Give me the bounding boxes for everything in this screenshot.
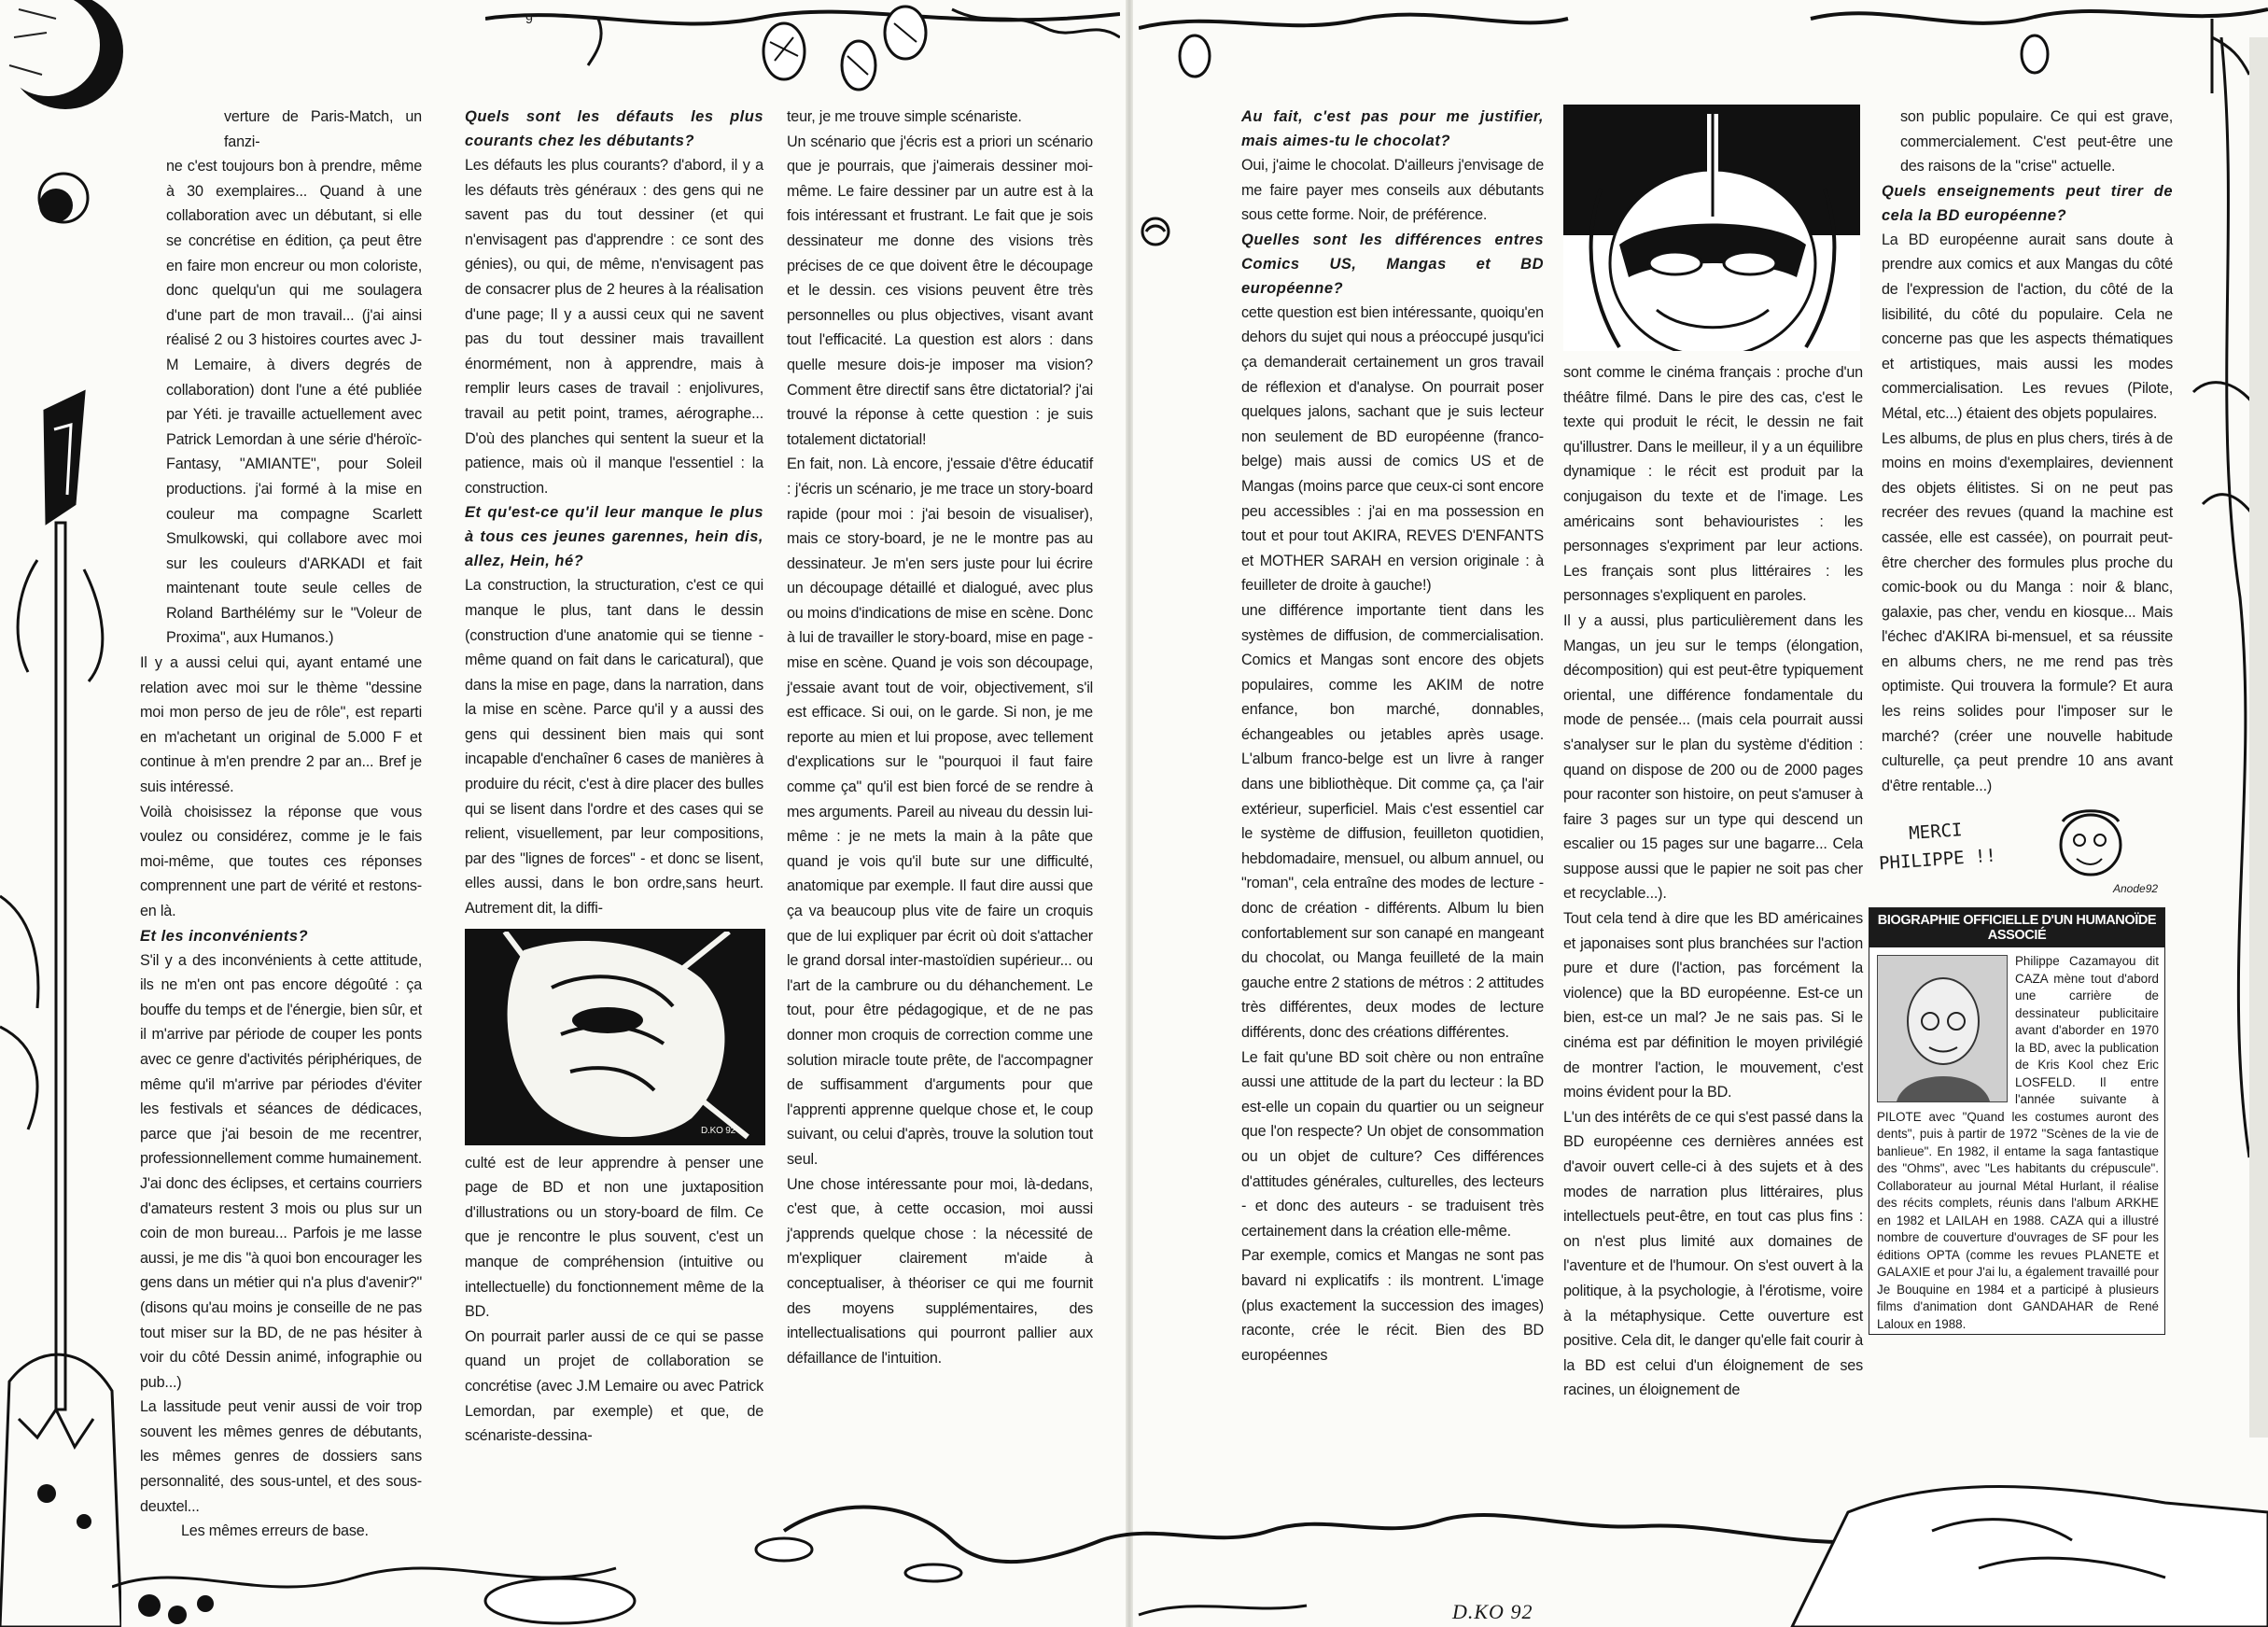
article-column-3: [787, 105, 1093, 1370]
article-column-2: [465, 105, 763, 1449]
paragraph: Tout cela tend à dire que les BD américaines et japonaises sont plus branchées sur l'action pure et dure (l'action, pas forcément la violence) que la BD européenne. Est-ce un bien, est-ce un mal? Je ne sais pas. Si le cinéma est par définition le moyen privilégié de montrer l'action, le mouvement, c'est moins évident pour la BD.: [1563, 910, 1863, 1101]
biography-title: BIOGRAPHIE OFFICIELLE D'UN HUMANOÏDE ASSOCIÉ: [1869, 908, 2164, 947]
page-gutter: [1126, 0, 1133, 1627]
section-question: Et qu'est-ce qu'il leur manque le plus à tous ces jeunes garennes, hein dis, allez, Hein, hé?: [465, 504, 763, 570]
paragraph: Les mêmes erreurs de base.: [181, 1522, 369, 1540]
merci-line: MERCI: [1908, 820, 1964, 845]
paragraph: Il y a aussi celui qui, ayant entamé une relation avec moi sur le thème "dessine moi mon perso de jeu de rôle", est reparti en m'achetant un original de 5.000 F et continue à m'en prendre 2 par an... Bref je suis intéressé.: [140, 654, 422, 796]
right-border-decoration-icon: [2184, 37, 2268, 1438]
paragraph: une différence importante tient dans les systèmes de diffusion, de commercialisation. Comics et Mangas sont encore des objets populaires, comme les AKIM de notre enfance, bon marché, donnables, échangeables ou jetables après usage. L'album franco-belge est un livre à ranger dans une bibliothèque. Dit comme ça, ça l'air extérieur, superficiel. Mais c'est essentiel car le système de diffusion, feuilleton quotidien, hebdomadaire, mensuel, ou album annuel, ou "roman", cela entraîne des modes de lecture - donc de création - différents. Album lu bien confortablement sur son canapé en mangeant du chocolat, ou Manga feuilleté de la main gauche entre 2 stations de métros : 2 attitudes très différentes, deux modes de lecture différents, donc des créations différentes.: [1241, 601, 1544, 1041]
paragraph: Il y a aussi, plus particulièrement dans les Mangas, un jeu sur le temps (élongation, décomposition) qui est peut-être typiquement oriental, une différence fondamentale du mode de pensée... (mais cela pourrait aussi s'analyser sur le plan du système d'édition : quand on dispose de 200 ou de 2000 pages pour raconter son histoire, on peut s'amuser à faire 3 pages sur un type qui descend un escalier ou 15 pages sur une bagarre... Cela suppose aussi que le papier ne soit pas cher et recyclable...).: [1563, 611, 1863, 903]
paragraph: La lassitude peut venir aussi de voir trop souvent les mêmes genres de débutants, les mêmes genres de dossiers sans personnalité, des sous-untel, et des sous-deuxtel...: [140, 1398, 422, 1515]
paragraph: ne c'est toujours bon à prendre, même à 30 exemplaires... Quand à une collaboration avec un débutant, si elle se concrétise en édition, ça peut être en faire mon encreur ou mon coloriste, donc quelqu'un qui me soulagera d'une part de mon travail... (j'ai ainsi réalisé 2 ou 3 histoires courtes avec J-M Lemaire, à divers degrés de collaboration) dont l'une a été publiée par Yéti. je travaille actuellement avec Patrick Lemordan à une série d'héroïc-Fantasy, "AMIANTE", pour Soleil productions. j'ai formé à la mise en couleur ma compagne Scarlett Smulkowski, qui collabore avec moi sur les couleurs d'ARKADI et fait maintenant toute seule celles de Roland Barthélémy sur le "Voleur de Proxima", aux Humanos.): [166, 158, 422, 647]
article-column-5: [1563, 360, 1863, 1403]
article-column-1: [140, 105, 422, 1544]
section-question: Quelles sont les différences entres Comics US, Mangas et BD européenne?: [1241, 231, 1544, 297]
paragraph: Les albums, de plus en plus chers, tirés à de moins en moins d'exemplaires, deviennent des objets élitistes. Si on ne peut pas recréer des revues (quand la machine est cassée, elle est cassée), on pourrait peut-être chercher des formules plus proche du comic-book ou du Manga : noir & blanc, galaxie, pas cher, vendu en kiosque... Mais l'échec d'AKIRA bi-mensuel, et sa réussite en albums chers, ne me rend pas très optimiste. Qui trouvera la formule? Et aura les reins solides pour l'imposer sur le marché? (créer une nouvelle habitude culturelle, ça peut prendre 10 ans avant d'être rentable...): [1882, 429, 2173, 794]
author-photo: [1877, 955, 2008, 1102]
merci-line: PHILIPPE !!: [1878, 845, 1997, 875]
paragraph: L'un des intérêts de ce qui s'est passé dans la BD européenne ces dernières années est d'avoir ouvert celle-ci à des sujets et à des modes de narration plus littéraires, plus intellectuels peut-être, en tout cas plus fins : on n'est plus limité aux domaines de l'aventure et de l'humour. On s'est ouvert à la politique, à la psychologie, à l'érotisme, voire à la métaphysique. Cette ouverture est positive. Cela dit, le danger qu'elle fait courir à la BD est celui d'un éloignement de ses racines, un éloignement de: [1563, 1108, 1863, 1399]
paragraph: Un scénario que j'écris est a priori un scénario que je pourrais, que j'aimerais dessiner moi-même. Le faire dessiner par un autre est à la fois intéressant et frustrant. Le fait que je sois dessinateur me donne des visions très précises de ce que doivent être le découpage et le dessin. ces visions peuvent être très personnelles ou plus objectives, visant avant tout l'efficacité. La question est alors : dans quelle mesure dois-je imposer ma vision? Comment être directif sans être dictatorial? j'ai trouvé la réponse à cette question : je suis totalement dictatorial!: [787, 133, 1093, 448]
artist-signature: D.KO 92: [1452, 1600, 1533, 1623]
paragraph: En fait, non. Là encore, j'essaie d'être éducatif : j'écris un scénario, je me trace un story-board rapide (pour moi : j'ai besoin de visualiser), mais ce story-board, je ne le montre pas au dessinateur. Je m'en sers juste pour lui écrire un découpage détaillé et dialogué, avec plus ou moins d'indications de mise en scène. Donc à lui de travailler le story-board, mise en page - mise en scène. Quand je vois son découpage, j'essaie avant tout de voir, objectivement, s'il est efficace. Si oui, on le garde. Si non, je me reporte au mien et lui propose, avec tellement d'explications sur le "pourquoi il faut faire comme ça" qu'il est bien forcé de se rendre à mes arguments. Pareil au niveau du dessin lui-même : je ne mets la main à la pâte que quand je vois qu'il bute sur une difficulté, anatomique par exemple. Il faut dire aussi que ça va beaucoup plus vite de faire un croquis que de lui expliquer par écrit où doit s'attacher le grand dorsal inter-mastoïdien supérieur... ou l'art de la cambrure ou du déhanchement. Le tout, pour être pédagogique, et de ne pas donner mon croquis de correction comme une solution miracle toute prête, de l'accompagner de suffisamment d'arguments pour que l'apprenti apprenne quelque chose et, le coup suivant, ou celui d'après, trouve la solution tout seul.: [787, 456, 1093, 1168]
paragraph: Voilà choisissez la réponse que vous voulez ou considérez, comme je le fais moi-même, que toutes ces réponses comprennent une part de vérité et restons-en là.: [140, 803, 422, 919]
paragraph: son public populaire. Ce qui est grave, commercialement. C'est peut-être une des raisons de la "crise" actuelle.: [1900, 108, 2173, 175]
paragraph: culté est de leur apprendre à penser une page de BD et non une juxtaposition d'illustrations ou un story-board de film. Ce que je rencontre le plus souvent, c'est un manque de compréhension (intuitive ou intellectuelle) du fonctionnement même de la BD.: [465, 1154, 763, 1321]
biography-text: Philippe Cazamayou dit CAZA mène tout d'abord une carrière de dessinateur publicitaire avant d'aborder en 1970 la BD, avec la publication de Kris Kool chez Eric LOSFELD. Il entre l'année suivante à PILOTE avec "Quand les costumes auront des dents", puis à partir de 1972 "Scènes de la vie de banlieue". En 1982, il entame la saga fantastique des "Ohms", avec "Les habitants du crépuscule". Collaborateur au journal Métal Hurlant, il réalise des récits complets, réunis dans l'album ARKHE en 1982 et LAILAH en 1988. CAZA qui a illustré nombre de couverture d'ouvrages de SF pour les éditions OPTA (comme les revues PLANETE et GALAXIE et pour J'ai lu, a également travaillé pour Je Bouquine en 1984 et a participé à plusieurs films d'animation dont GANDAHAR de René Laloux en 1988.: [1877, 954, 2159, 1331]
merci-doodle: [1876, 814, 1997, 878]
paragraph: cette question est bien intéressante, quoiqu'en dehors du sujet qui nous a préoccupé jusqu'ici ça demanderait certainement un gros travail de réflexion et d'analyse. On pourrait poser quelques jalons, sachant que je suis lecteur non seulement de BD européenne (franco-belge) mais aussi de comics US et de Mangas (moins parce que ceux-ci sont encore peu accessibles : j'ai en ma possession en tout et pour tout AKIRA, REVES D'ENFANTS et MOTHER SARAH en version originale : à feuilleter de droite à gauche!): [1241, 303, 1544, 595]
paragraph: La BD européenne aurait sans doute à prendre aux comics et aux Mangas du côté de l'expression de l'action, du côté de la lisibilité, du côté du populaire. Cela ne concerne pas que les aspects thématiques et artistiques, mais aussi les modes commercialisation. Les revues (Pilote, Métal, etc...) étaient des objets populaires.: [1882, 231, 2173, 422]
article-column-6: [1882, 105, 2173, 798]
page-number: 9: [525, 11, 533, 26]
illustration-hands-face: [465, 929, 765, 1145]
biography-body: [1869, 947, 2164, 1337]
paragraph: verture de Paris-Match, un fanzi-: [224, 108, 422, 150]
section-question: Quels enseignements peut tirer de cela la BD européenne?: [1882, 182, 2173, 224]
paragraph: teur, je me trouve simple scénariste.: [787, 108, 1022, 125]
paragraph: Une chose intéressante pour moi, là-dedans, c'est que, à cette occasion, moi aussi j'apprends quelque chose : la nécessité de m'expliquer clairement m'aide à conceptualiser, à théoriser ce qui me fournit des moyens supplémentaires, des intellectualisations qui pourront pallier aux défaillance de l'intuition.: [787, 1175, 1093, 1367]
paragraph: On pourrait parler aussi de ce qui se passe quand un projet de collaboration se concrétise (avec J.M Lemaire ou avec Patrick Lemordan, par exemple) et que, de scénariste-dessina-: [465, 1327, 763, 1445]
article-column-4: [1241, 105, 1544, 1368]
section-question: Et les inconvénients?: [140, 927, 309, 945]
decorative-moon-icon: [0, 0, 140, 243]
paragraph: La construction, la structuration, c'est ce qui manque le plus, tant dans le dessin (construction d'une anatomie qui se tienne - même quand on fait dans le caricatural), que dans la mise en page, dans la narration, dans la mise en scène. Parce qu'il y a aussi des gens qui dessinent bien mais qui sont incapable d'enchaîner 6 cases de manières à produire du récit, c'est à dire placer des bulles qui se lisent dans l'ordre et des cases qui se relient, visuellement, par leur compositions, par des "lignes de forces" - et donc se lisent, elles aussi, dans le bon ordre,sans heurt. Autrement dit, la diffi-: [465, 577, 763, 918]
biography-box: [1869, 907, 2165, 1335]
paragraph: sont comme le cinéma français : proche d'un théâtre filmé. Dans le pire des cas, c'est le texte qui produit le récit, le dessin ne fait qu'illustrer. Dans le meilleur, il y a un équilibre dynamique : le récit est produit par la conjugaison du texte et de l'image. Les américains sont behaviouristes : les personnages s'expriment par leur actions. Les français sont plus littéraires : les personnages s'expliquent en paroles.: [1563, 364, 1863, 605]
spear-illustration-icon: [0, 373, 121, 1627]
illustration-masked-warrior: [1563, 105, 1860, 351]
paragraph: Oui, j'aime le chocolat. D'ailleurs j'envisage de me faire payer mes conseils aux débutants sous cette forme. Noir, de préférence.: [1241, 157, 1544, 224]
svg-text:D.KO 92: D.KO 92: [701, 1125, 735, 1136]
vine-decoration-icon: [485, 0, 1120, 103]
paragraph: Le fait qu'une BD soit chère ou non entraîne aussi une attitude de la part du lecteur : la BD est-elle un copain du quartier ou un seigneur que l'on respecte? Un objet de consommation ou un objet de culture? Ces différences d'attitudes générales, culturelles, des lecteurs - et donc des auteurs - se traduisent très certainement dans la création elle-même.: [1241, 1048, 1544, 1240]
paragraph: Par exemple, comics et Mangas ne sont pas bavard ni explicatifs : ils montrent. L'image (plus exactement la succession des images) raconte, crée le récit. Bien des BD européennes: [1241, 1247, 1544, 1364]
paragraph: Les défauts les plus courants? d'abord, il y a les défauts très généraux : des gens qui ne savent pas du tout dessiner (et qui n'envisagent pas d'apprendre : ce sont des génies), ou qui, de même, n'envisagent pas de consacrer plus de 2 heures à la réalisation d'une page; Il y a aussi ceux qui ne savent pas du tout dessiner mais travaillent énormément, non à apprendre, mais à remplir leurs cases de travail : enjolivures, travail au petit point, trames, aérographe... D'où des planches qui sentent la sueur et la patience, mais où il manque l'essentiel : la construction.: [465, 157, 763, 497]
section-question: Au fait, c'est pas pour me justifier, mais aimes-tu le chocolat?: [1241, 108, 1544, 149]
paragraph: S'il y a des inconvénients à cette attitude, ils ne m'en ont pas encore dégoûté : ça bouffe du temps et de l'énergie, bien sûr, et il m'arrive par période de couper les ponts avec ce genre d'activités périphériques, de même qu'il m'arrive par périodes d'éviter les festivals et séances de dédicaces, parce que j'ai besoin de me recentrer, professionnellement comme humainement. J'ai donc des éclipses, et certains courriers d'amateurs restent 3 mois ou plus sur un coin de mon bureau... Parfois je me lasse aussi, je me dis "à quoi bon encourager les gens dans un métier qui n'a plus d'avenir?" (disons qu'au moins je conseille de ne pas tout miser sur la BD, de ne pas hésiter à voir du côté Dessin animé, infographie ou pub...): [140, 951, 422, 1391]
section-question: Quels sont les défauts les plus courants chez les débutants?: [465, 108, 763, 149]
vine-decoration-icon: [1139, 0, 2268, 103]
doodle-signature: Anode92: [2113, 882, 2159, 895]
left-page: [0, 0, 1120, 1627]
